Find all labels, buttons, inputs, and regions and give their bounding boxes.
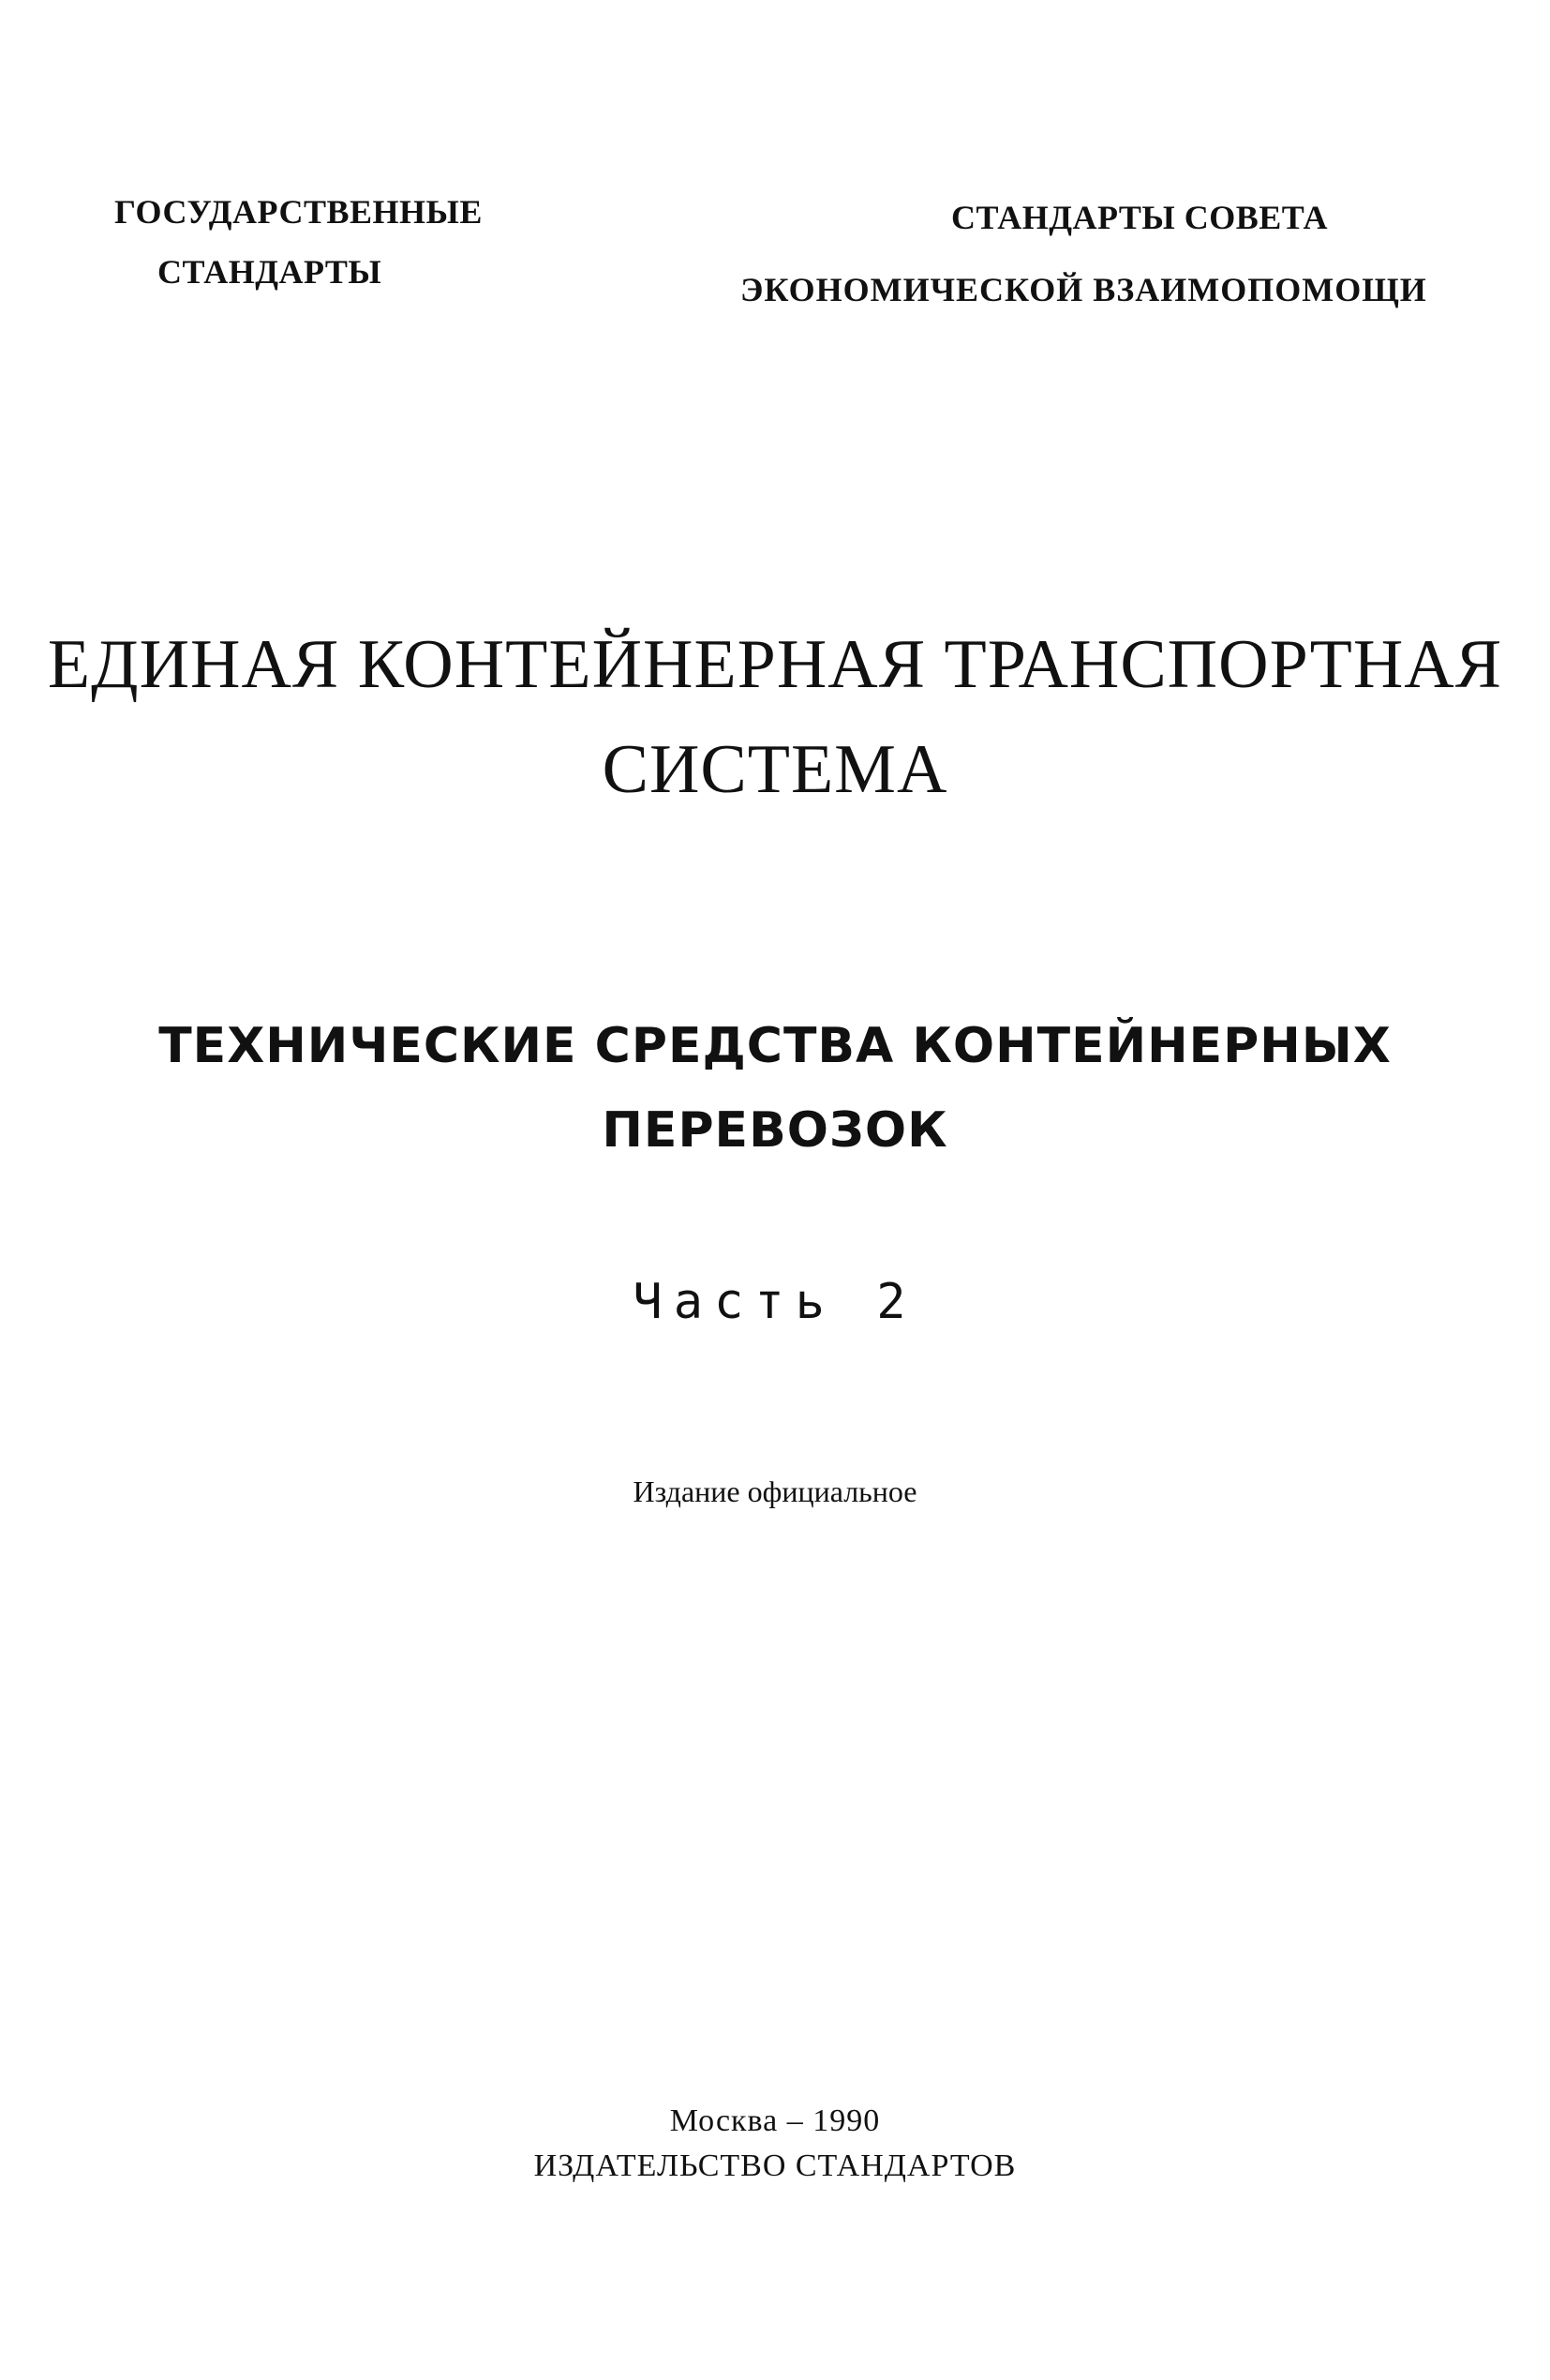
header-right-line1: СТАНДАРТЫ СОВЕТА <box>951 199 1329 236</box>
subtitle-line2: ПЕРЕВОЗОК <box>602 1102 948 1159</box>
imprint-publisher: ИЗДАТЕЛЬСТВО СТАНДАРТОВ <box>533 2148 1017 2183</box>
part-number: Часть 2 <box>633 1274 917 1330</box>
header-right-line2: ЭКОНОМИЧЕСКОЙ ВЗАИМОПОМОЩИ <box>740 271 1427 308</box>
main-title-line1: ЕДИНАЯ КОНТЕЙНЕРНАЯ ТРАНСПОРТНАЯ <box>47 626 1503 703</box>
header-left-line1: ГОСУДАРСТВЕННЫЕ <box>114 193 483 231</box>
imprint-city-year: Москва – 1990 <box>669 2103 881 2138</box>
main-title-line2: СИСТЕМА <box>602 731 948 808</box>
header-left-line2: СТАНДАРТЫ <box>157 253 382 291</box>
subtitle-line1: ТЕХНИЧЕСКИЕ СРЕДСТВА КОНТЕЙНЕРНЫХ <box>158 1018 1392 1074</box>
edition-note: Издание официальное <box>633 1474 917 1508</box>
